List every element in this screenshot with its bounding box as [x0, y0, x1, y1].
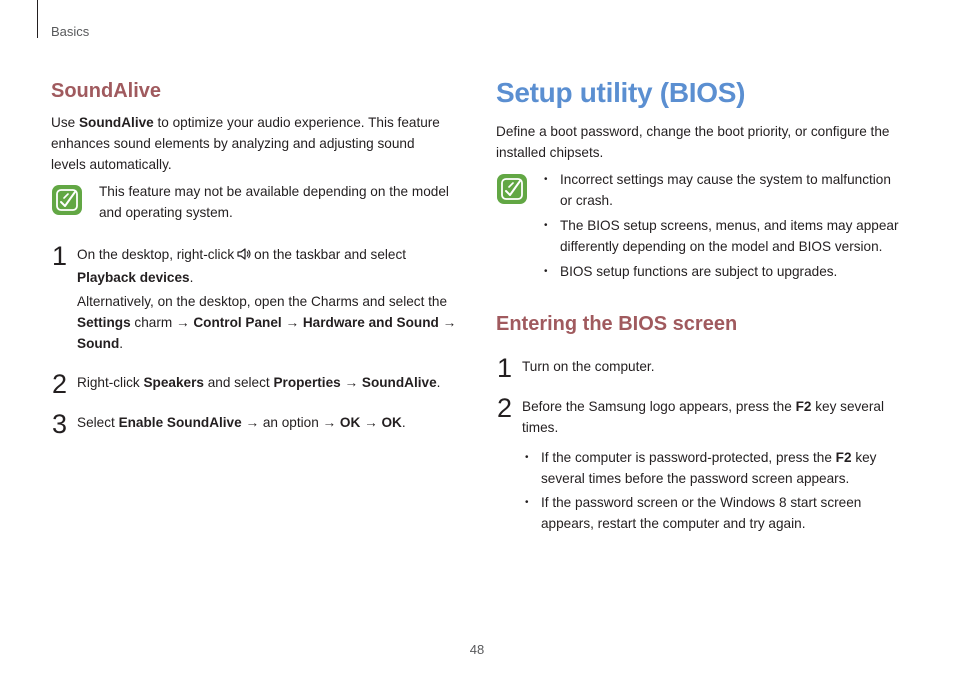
step-number: 2	[497, 393, 513, 423]
bullet-dot: •	[525, 452, 529, 463]
soundalive-step-3: Select Enable SoundAlive → an option → OK → OK.	[77, 415, 406, 430]
bios-step-2-bullet-1: If the computer is password-protected, press the F2 key several times before the password screen appears.	[541, 450, 877, 486]
soundalive-step-1-alternative: Alternatively, on the desktop, open the Charms and select the Settings charm → Control Panel → Hardware and Sound → Sound.	[77, 294, 457, 351]
page-number: 48	[469, 642, 485, 657]
soundalive-step-1: On the desktop, right-click on the taskbar and select Playback devices.	[77, 247, 407, 285]
bios-note-2: The BIOS setup screens, menus, and items may appear differently depending on the model and BIOS version.	[560, 218, 899, 254]
soundalive-step-2: Right-click Speakers and select Properties → SoundAlive.	[77, 375, 441, 390]
bios-step-1: Turn on the computer.	[522, 359, 655, 374]
bullet-dot: •	[544, 220, 548, 231]
bios-step-2: Before the Samsung logo appears, press the F2 key several times.	[522, 399, 884, 435]
bullet-dot: •	[544, 174, 548, 185]
soundalive-note: This feature may not be available depending on the model and operating system.	[99, 184, 449, 220]
bios-note-3: BIOS setup functions are subject to upgrades.	[560, 264, 838, 279]
step-number: 1	[497, 353, 513, 383]
speaker-icon	[236, 246, 252, 267]
note-icon	[52, 185, 82, 215]
page-rule	[37, 0, 38, 38]
bios-step-2-bullet-2: If the password screen or the Windows 8 start screen appears, restart the computer and try again.	[541, 495, 862, 531]
soundalive-title: SoundAlive	[51, 80, 162, 102]
note-icon	[497, 174, 527, 204]
bullet-dot: •	[544, 266, 548, 277]
bios-intro: Define a boot password, change the boot priority, or configure the installed chipsets.	[496, 124, 890, 160]
step-number: 1	[52, 241, 68, 271]
step-number: 3	[52, 409, 68, 439]
step-number: 2	[52, 369, 68, 399]
bios-title: Setup utility (BIOS)	[496, 77, 746, 108]
bullet-dot: •	[525, 497, 529, 508]
soundalive-intro: Use SoundAlive to optimize your audio experience. This feature enhances sound elements by analyzing and adjusting sound levels automatically.	[51, 115, 440, 172]
entering-bios-subtitle: Entering the BIOS screen	[496, 313, 738, 335]
section-label: Basics	[51, 24, 90, 39]
bios-note-1: Incorrect settings may cause the system to malfunction or crash.	[560, 172, 891, 208]
